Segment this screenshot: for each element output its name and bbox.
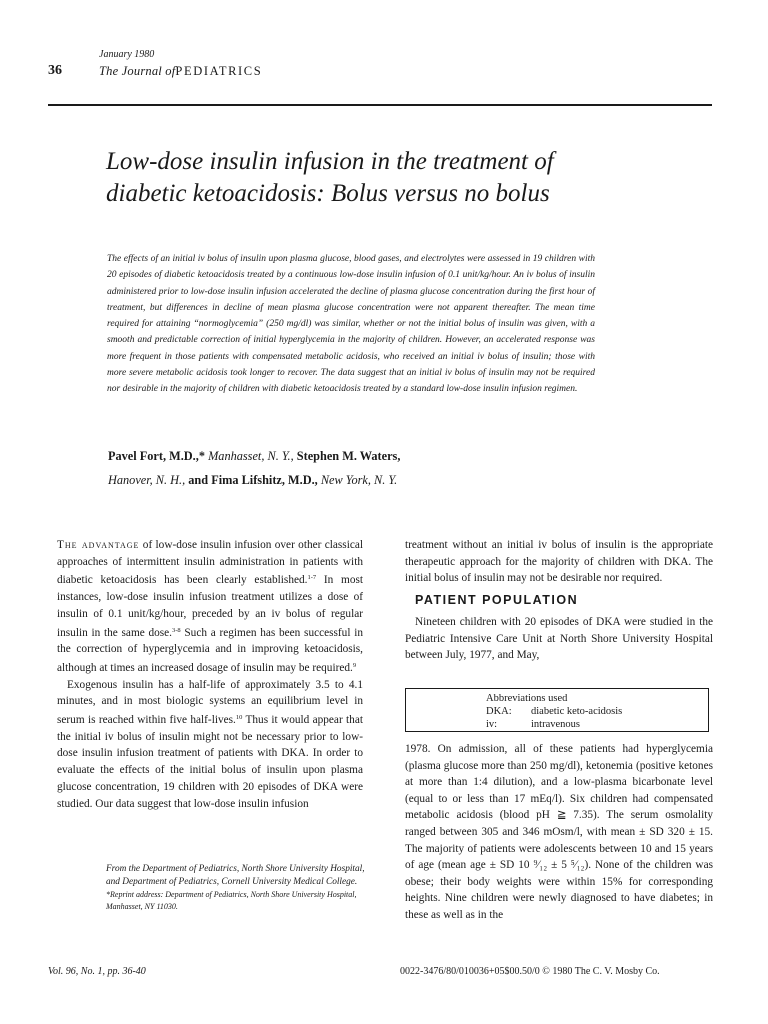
body-text: Thus it would appear that the initial iv bolus of insulin might not be necessary prior to low-dose insulin infusion treatment of patients with DKA. In order to evaluate the effects of the initial bolus of insulin upon plasma glucose concentration, 19 children with 20 episodes of DKA were studied. Our data suggest that low-dose insulin infusion	[57, 714, 363, 810]
body-paragraph-4: Nineteen children with 20 episodes of DKA were studied in the Pediatric Intensive Care Unit at North Shore University Hospital between July, 1977, and May,	[405, 615, 713, 662]
journal-title: PEDIATRICS	[175, 64, 263, 78]
author-lifshitz-location: New York, N. Y.	[320, 473, 398, 487]
abbreviations-title: Abbreviations used	[486, 693, 568, 704]
abstract: The effects of an initial iv bolus of insulin upon plasma glucose, blood gases, and electrolytes were assessed in 19 children with 20 episodes of diabetic ketoacidosis treated by a continuous low-dose insulin infusion of 0.1 unit/kg/hour. An iv bolus of insulin administered prior to low-dose insulin infusion accelerated the decline of plasma glucose concentration during the first hour of treatment, but differences in decline of mean plasma glucose concentration were not apparent thereafter. The mean time required for attaining “normoglycemia” (250 mg/dl) was similar, whether or not the initial bolus of insulin was given, with a smooth and predictable correction of initial hyperglycemia in the majority of children. However, an accelerated response was more frequent in those patients with compensated metabolic acidosis, who received an initial iv bolus of insulin; those with more severe metabolic acidosis took longer to recover. The data suggest that an initial iv bolus of insulin may not be required nor desirable in the majority of children with diabetic ketoacidosis treated by a standard low-dose insulin infusion regimen.	[107, 254, 595, 395]
abbreviation-value: diabetic keto-acidosis	[531, 706, 623, 717]
lead-in: The advantage	[57, 539, 140, 551]
section-heading: PATIENT POPULATION	[415, 593, 579, 608]
abbreviation-key: iv:	[486, 719, 498, 730]
abbreviation-value: intravenous	[531, 719, 580, 730]
body-paragraph-1	[57, 537, 363, 677]
abbreviation-row	[486, 705, 708, 718]
volume-info: Vol. 96, No. 1, pp. 36-40	[48, 966, 146, 977]
copyright-code: 0022-3476/80/010036+05$00.50/0 © 1980 The C. V. Mosby Co.	[400, 966, 660, 977]
author-waters-location: Hanover, N. H.,	[108, 473, 186, 487]
author-fort-location: Manhasset, N. Y.,	[208, 449, 294, 463]
reprint-note: *Reprint address: Department of Pediatrics, North Shore University Hospital, Manhasset, NY 11030.	[106, 890, 357, 911]
title-line-2: diabetic ketoacidosis: Bolus versus no bolus	[106, 180, 550, 207]
page-number: 36	[48, 63, 62, 78]
author-list	[108, 444, 588, 492]
journal-name	[99, 64, 262, 79]
body-text: of low-dose insulin infusion over other classical approaches of intermittent insulin administration in patients with diabetic ketoacidosis has been clearly established.	[57, 539, 363, 587]
journal-prefix: The Journal of	[99, 64, 176, 78]
author-lifshitz: Fima Lifshitz, M.D.,	[211, 473, 318, 487]
article-title	[106, 146, 706, 210]
citation-ref: 3-8	[172, 626, 181, 634]
abbreviation-row	[486, 718, 708, 731]
footnote	[106, 863, 368, 913]
issue-date: January 1980	[99, 49, 155, 60]
body-paragraph-5: 1978. On admission, all of these patients had hyperglycemia (plasma glucose more than 250 mg/dl), ketonemia (positive ketones at more than 1:4 dilution), and a low-plasma bicarbonate level (equal to or less than 17 mEq/l). Six children had compensated metabolic acidosis (blood pH ≧ 7.35). The serum osmolality ranged between 305 and 346 mOsm/l, with mean ± SD 320 ± 15. The majority of patients were adolescents between 10 and 15 years of age (mean age ± SD 10 ⁹⁄₁₂ ± 5 ⁵⁄₁₂). None of the children was obese; their body weights were within 15% for corresponding heights. Nine children were newly diagnosed to have diabetes; in these as well as in the	[405, 743, 713, 921]
citation-ref: 10	[235, 714, 243, 722]
citation-ref: 1-7	[307, 574, 317, 582]
abbreviation-key: DKA:	[486, 706, 512, 717]
body-column-right-continued	[405, 741, 713, 924]
author-waters: Stephen M. Waters,	[296, 449, 401, 463]
body-text: Such a regimen has been successful in the correction of hyperglycemia and in improving ketoacidosis, although at times an increased dosage of insulin may be required.	[57, 626, 363, 674]
body-text: In most instances, low-dose insulin infusion treatment utilizes a dose of insulin of 0.1 unit/kg/hour, preceded by an iv bolus of regular insulin in the same dose.	[57, 574, 364, 639]
body-text: Exogenous insulin has a half-life of approximately 3.5 to 4.1 minutes, and in most biologic systems an equilibrium level in serum is reached within five half-lives.	[57, 678, 363, 727]
body-column-left	[57, 537, 363, 812]
body-paragraph-2	[57, 677, 363, 813]
header-rule	[48, 104, 712, 106]
body-column-right	[405, 537, 713, 664]
affiliation-note: From the Department of Pediatrics, North Shore University Hospital, and Department of Pediatrics, Cornell University Medical College.	[106, 864, 365, 887]
body-paragraph-3: treatment without an initial iv bolus of insulin is the appropriate therapeutic approach for the majority of children with DKA. The initial bolus of insulin may not be desirable nor required.	[405, 539, 713, 585]
author-conjunction: and	[188, 473, 209, 487]
author-fort: Pavel Fort, M.D.,*	[108, 449, 205, 463]
abbreviations-box	[405, 688, 709, 732]
title-line-1: Low-dose insulin infusion in the treatment of	[106, 148, 554, 175]
citation-ref: 9	[352, 661, 357, 669]
